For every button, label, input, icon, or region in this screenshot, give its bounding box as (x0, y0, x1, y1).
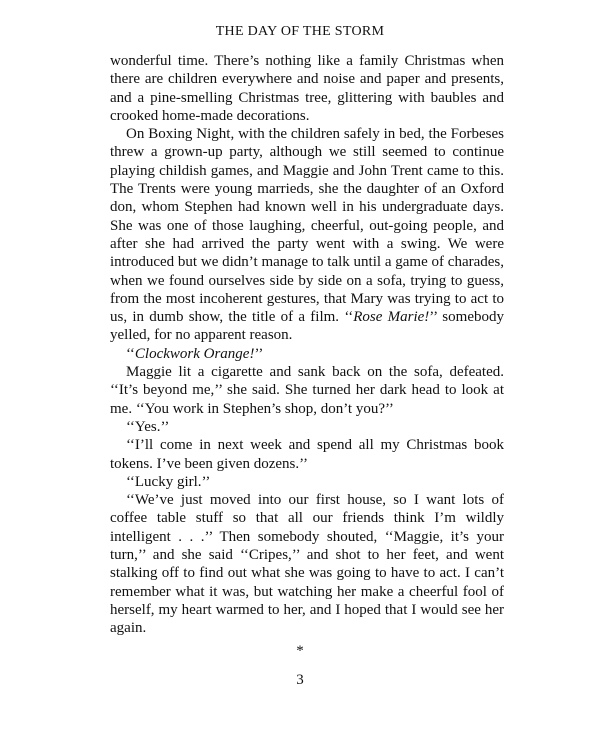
paragraph-maggie-sofa: Maggie lit a cigarette and sank back on the sofa, defeated. ‘‘It’s beyond me,’’ she said. She turned her dark head to look at me. ‘‘You work in Stephen’s shop, don’t you?’’ (110, 364, 504, 417)
film-title: Clockwork Orange! (134, 345, 255, 362)
body-text (110, 52, 504, 638)
film-title: Rose Marie! (353, 309, 430, 326)
paragraph-dialogue: ‘‘Lucky girl.’’ (126, 473, 211, 490)
running-head: THE DAY OF THE STORM (215, 24, 385, 39)
paragraph-dialogue: ‘‘I’ll come in next week and spend all my Christmas book tokens. I’ve been given dozens.’’ (110, 437, 504, 472)
page-number: 3 (296, 672, 304, 688)
section-break: * (296, 643, 304, 659)
paragraph-dialogue: ‘‘Clockwork Orange!’’ (126, 345, 264, 362)
paragraph-boxing-night: On Boxing Night, with the children safely in bed, the Forbeses threw a grown-up party, although we still seemed to continue playing childish games, and Maggie and John Trent came to this. The Trents were young marrieds, she the daughter of an Oxford don, whom Stephen had known well in his undergraduate days. She was one of those laughing, cheerful, out-going people, and after she had arrived the party went with a swing. We were introduced but we didn’t manage to talk until a game of charades, when we found ourselves side by side on a sofa, trying to guess, from the most incoherent gestures, that Mary was trying to act to us, in dumb show, the title of a film. ‘‘Rose Marie!’’ somebody yelled, for no apparent reason. (110, 126, 504, 344)
paragraph-dialogue: ‘‘Yes.’’ (126, 418, 170, 435)
paragraph-first-house: ‘‘We’ve just moved into our first house, so I want lots of coffee table stuff so that all our friends think I’m wildly intelligent . . .’’ Then somebody shouted, ‘‘Maggie, it’s your turn,’’ and she said ‘‘Cripes,’’ and shot to her feet, and went stalking off to find out what she was going to have to act. I can’t remember what it was, but watching her make a cheerful fool of herself, my heart warmed to her, and I hoped that I would see her again. (110, 492, 504, 637)
paragraph-continued: wonderful time. There’s nothing like a family Christmas when there are children everywhere and noise and paper and presents, and a pine-smelling Christmas tree, glittering with baubles and crooked home-made decorations. (110, 53, 504, 124)
